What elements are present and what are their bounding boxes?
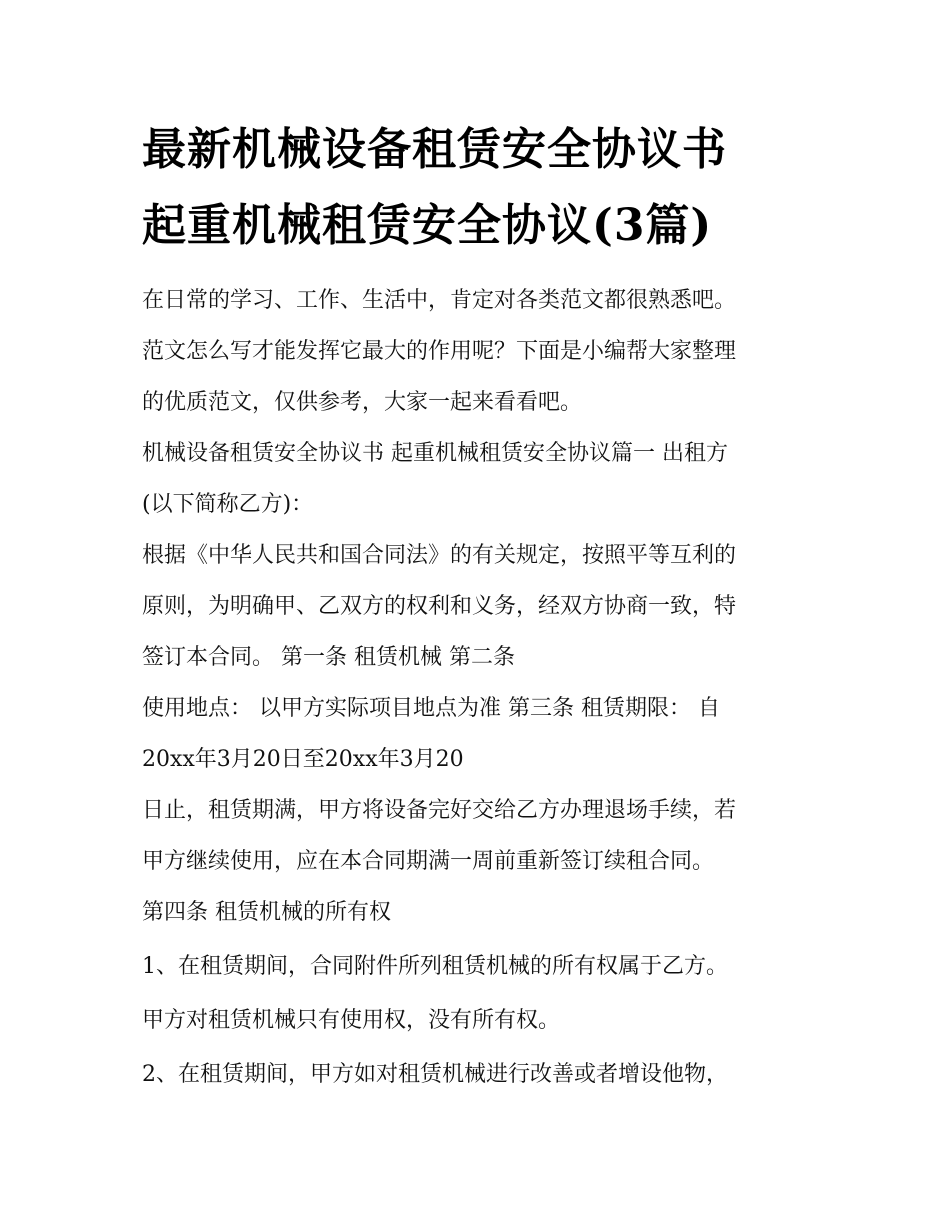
body-line: 2、在租赁期间，甲方如对租赁机械进行改善或者增设他物， <box>142 1062 728 1087</box>
body-line: 机械设备租赁安全协议书 起重机械租赁安全协议篇一 出租方 <box>142 441 728 466</box>
body-line: 甲方继续使用，应在本合同期满一周前重新签订续租合同。 <box>142 849 715 874</box>
body-line: 甲方对租赁机械只有使用权，没有所有权。 <box>142 1008 561 1033</box>
body-line: 20xx年3月20日至20xx年3月20 <box>142 747 464 772</box>
body-line: 在日常的学习、工作、生活中，肯定对各类范文都很熟悉吧。 <box>142 288 737 313</box>
body-line: 根据《中华人民共和国合同法》的有关规定，按照平等互利的 <box>142 543 737 568</box>
body-line: 第四条 租赁机械的所有权 <box>142 900 391 925</box>
document-title <box>142 112 842 264</box>
title-line-2: 起重机械租赁安全协议(3篇) <box>142 200 713 251</box>
body-line: 的优质范文，仅供参考，大家一起来看看吧。 <box>142 390 583 415</box>
title-line-1: 最新机械设备租赁安全协议书 <box>142 124 727 175</box>
body-line: 日止，租赁期满，甲方将设备完好交给乙方办理退场手续，若 <box>142 798 737 823</box>
body-line: (以下简称乙方)： <box>142 492 314 517</box>
body-line: 原则，为明确甲、乙双方的权利和义务，经双方协商一致，特 <box>142 594 737 619</box>
body-line: 范文怎么写才能发挥它最大的作用呢？下面是小编帮大家整理 <box>142 339 737 364</box>
document-body <box>142 275 832 1100</box>
body-line: 使用地点： 以甲方实际项目地点为准 第三条 租赁期限： 自 <box>142 696 720 721</box>
body-line: 1、在租赁期间，合同附件所列租赁机械的所有权属于乙方。 <box>142 954 728 979</box>
body-line: 签订本合同。 第一条 租赁机械 第二条 <box>142 645 515 670</box>
